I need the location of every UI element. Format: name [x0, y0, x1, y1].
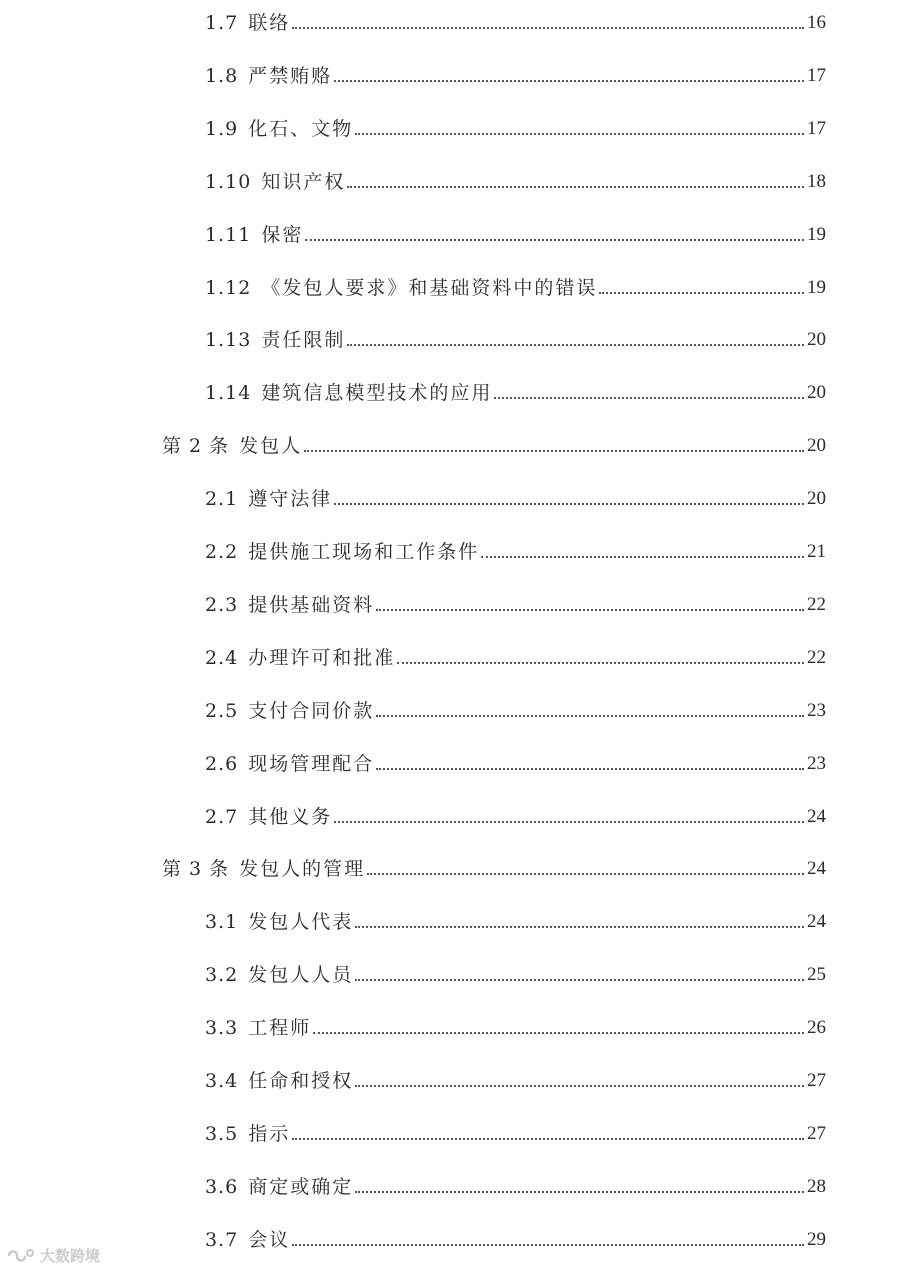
toc-entry-number: 3.2	[205, 964, 239, 987]
toc-entry-page: 25	[807, 964, 826, 986]
toc-dot-leader	[376, 609, 804, 611]
toc-entry-page: 27	[807, 1070, 826, 1091]
toc-entry[interactable]	[205, 798, 826, 828]
toc-entry[interactable]	[205, 1221, 826, 1251]
toc-dot-leader	[367, 873, 804, 875]
watermark-text: 大数跨境	[40, 1247, 101, 1265]
toc-entry-page: 22	[807, 593, 826, 615]
toc-entry[interactable]	[205, 269, 826, 299]
toc-entry-title: 化石、文物	[248, 117, 354, 140]
toc-entry-page: 24	[807, 805, 826, 827]
toc-entry-page: 18	[807, 170, 826, 192]
toc-dot-leader	[481, 556, 804, 558]
toc-entry-page: 17	[807, 64, 826, 86]
toc-entry[interactable]	[205, 57, 826, 87]
toc-entry[interactable]	[205, 1115, 826, 1145]
toc-entry-page: 23	[807, 752, 826, 774]
toc-entry[interactable]	[205, 692, 826, 722]
toc-entry-title: 任命和授权	[248, 1070, 354, 1092]
toc-entry-number: 1.8	[205, 64, 239, 87]
toc-dot-leader	[355, 1191, 804, 1193]
toc-entry-number: 1.13	[205, 329, 252, 352]
toc-entry-number: 3.5	[205, 1122, 239, 1145]
toc-entry-title: 建筑信息模型技术的应用	[261, 382, 493, 405]
toc-dot-leader	[376, 715, 804, 717]
toc-dot-leader	[292, 27, 804, 29]
toc-entry-title: 提供施工现场和工作条件	[248, 541, 480, 563]
toc-entry[interactable]	[205, 321, 826, 351]
toc-dot-leader	[292, 1138, 804, 1140]
toc-entry-number: 1.9	[205, 117, 239, 140]
toc-entry-page: 29	[807, 1228, 826, 1250]
toc-entry-number: 第 3 条	[162, 858, 230, 881]
toc-entry-number: 2.6	[205, 752, 239, 775]
toc-dot-leader	[355, 133, 804, 135]
toc-entry[interactable]	[205, 956, 826, 986]
toc-entry-number: 2.1	[205, 488, 239, 511]
toc-dot-leader	[355, 926, 804, 928]
toc-entry-title: 发包人的管理	[239, 858, 366, 881]
toc-entry[interactable]	[205, 745, 826, 775]
toc-dot-leader	[397, 662, 804, 664]
toc-dot-leader	[334, 821, 804, 823]
toc-entry[interactable]	[205, 110, 826, 140]
toc-entry-number: 3.4	[205, 1070, 239, 1092]
toc-entry-page: 23	[807, 699, 826, 721]
toc-entry-number: 2.3	[205, 593, 239, 616]
toc-entry-page: 19	[807, 276, 826, 298]
toc-dot-leader	[292, 1244, 804, 1246]
toc-entry-title: 知识产权	[261, 170, 346, 193]
toc-dot-leader	[355, 979, 804, 981]
toc-entry-page: 20	[807, 329, 826, 351]
toc-dot-leader	[355, 1085, 804, 1087]
toc-dot-leader	[494, 397, 804, 399]
toc-entry-title: 保密	[261, 223, 304, 246]
toc-entry-page: 28	[807, 1175, 826, 1197]
toc-entry-title: 办理许可和批准	[248, 646, 396, 669]
toc-entry[interactable]	[205, 639, 826, 669]
toc-entry-title: 遵守法律	[248, 488, 333, 511]
toc-entry-page: 20	[807, 488, 826, 510]
toc-entry-page: 20	[807, 382, 826, 404]
toc-entry-title: 支付合同价款	[248, 699, 375, 722]
toc-dot-leader	[334, 80, 804, 82]
toc-entry[interactable]	[205, 586, 826, 616]
toc-dot-leader	[599, 292, 804, 294]
toc-entry-number: 3.7	[205, 1228, 239, 1251]
toc-entry-title: 会议	[248, 1228, 291, 1251]
toc-entry-title: 指示	[248, 1122, 291, 1145]
toc-entry[interactable]	[162, 850, 826, 880]
toc-entry-title: 其他义务	[248, 805, 333, 828]
toc-entry-page: 24	[807, 911, 826, 933]
toc-entry-number: 3.1	[205, 911, 239, 934]
toc-entry-number: 第 2 条	[162, 435, 230, 458]
toc-entry[interactable]	[162, 427, 826, 457]
toc-entry-title: 工程师	[248, 1017, 312, 1040]
toc-dot-leader	[334, 503, 804, 505]
toc-entry[interactable]	[205, 533, 826, 563]
toc-entry[interactable]	[205, 163, 826, 193]
toc-entry[interactable]	[205, 1168, 826, 1198]
toc-entry-page: 24	[807, 858, 826, 880]
toc-entry-title: 现场管理配合	[248, 752, 375, 775]
watermark	[6, 1245, 100, 1266]
toc-entry-title: 严禁贿赂	[248, 64, 333, 87]
toc-entry-number: 1.10	[205, 170, 252, 193]
toc-entry[interactable]	[205, 480, 826, 510]
toc-entry[interactable]	[205, 1062, 826, 1092]
toc-entry-number: 2.2	[205, 541, 239, 563]
toc-entry-page: 27	[807, 1122, 826, 1144]
toc-dot-leader	[376, 768, 804, 770]
toc-entry-number: 2.4	[205, 646, 239, 669]
toc-entry[interactable]	[205, 1009, 826, 1039]
toc-entry-page: 21	[807, 541, 826, 562]
toc-entry-page: 26	[807, 1017, 826, 1039]
toc-entry-number: 1.12	[205, 276, 252, 299]
toc-dot-leader	[347, 344, 804, 346]
toc-entry-number: 1.14	[205, 382, 252, 405]
toc-entry-number: 2.7	[205, 805, 239, 828]
toc-dot-leader	[313, 1032, 804, 1034]
toc-entry-number: 2.5	[205, 699, 239, 722]
toc-entry-page: 17	[807, 117, 826, 139]
toc-entry-page: 22	[807, 646, 826, 668]
toc-entry-page: 19	[807, 223, 826, 245]
toc-entry-page: 16	[807, 12, 826, 33]
toc-entry-title: 联络	[248, 12, 291, 34]
toc-entry-number: 1.11	[205, 223, 252, 246]
toc-dot-leader	[347, 186, 804, 188]
toc-entry[interactable]	[205, 216, 826, 246]
toc-entry-title: 发包人代表	[248, 911, 354, 934]
watermark-logo-icon	[6, 1247, 36, 1265]
toc-entry-title: 发包人	[239, 435, 303, 458]
toc-dot-leader	[305, 239, 804, 241]
toc-entry-title: 责任限制	[261, 329, 346, 352]
toc-entry[interactable]	[205, 374, 826, 404]
toc-dot-leader	[304, 450, 804, 452]
toc-entry-number: 3.6	[205, 1175, 239, 1198]
toc-entry-title: 发包人人员	[248, 964, 354, 987]
toc-entry-title: 提供基础资料	[248, 593, 375, 616]
toc-entry-title: 商定或确定	[248, 1175, 354, 1198]
toc-entry-number: 3.3	[205, 1017, 239, 1040]
toc-entry-title: 《发包人要求》和基础资料中的错误	[261, 276, 598, 299]
toc-entry-page: 20	[807, 435, 826, 457]
toc-entry[interactable]	[205, 903, 826, 933]
toc-entry-number: 1.7	[205, 12, 239, 34]
toc-entry[interactable]	[205, 4, 826, 34]
